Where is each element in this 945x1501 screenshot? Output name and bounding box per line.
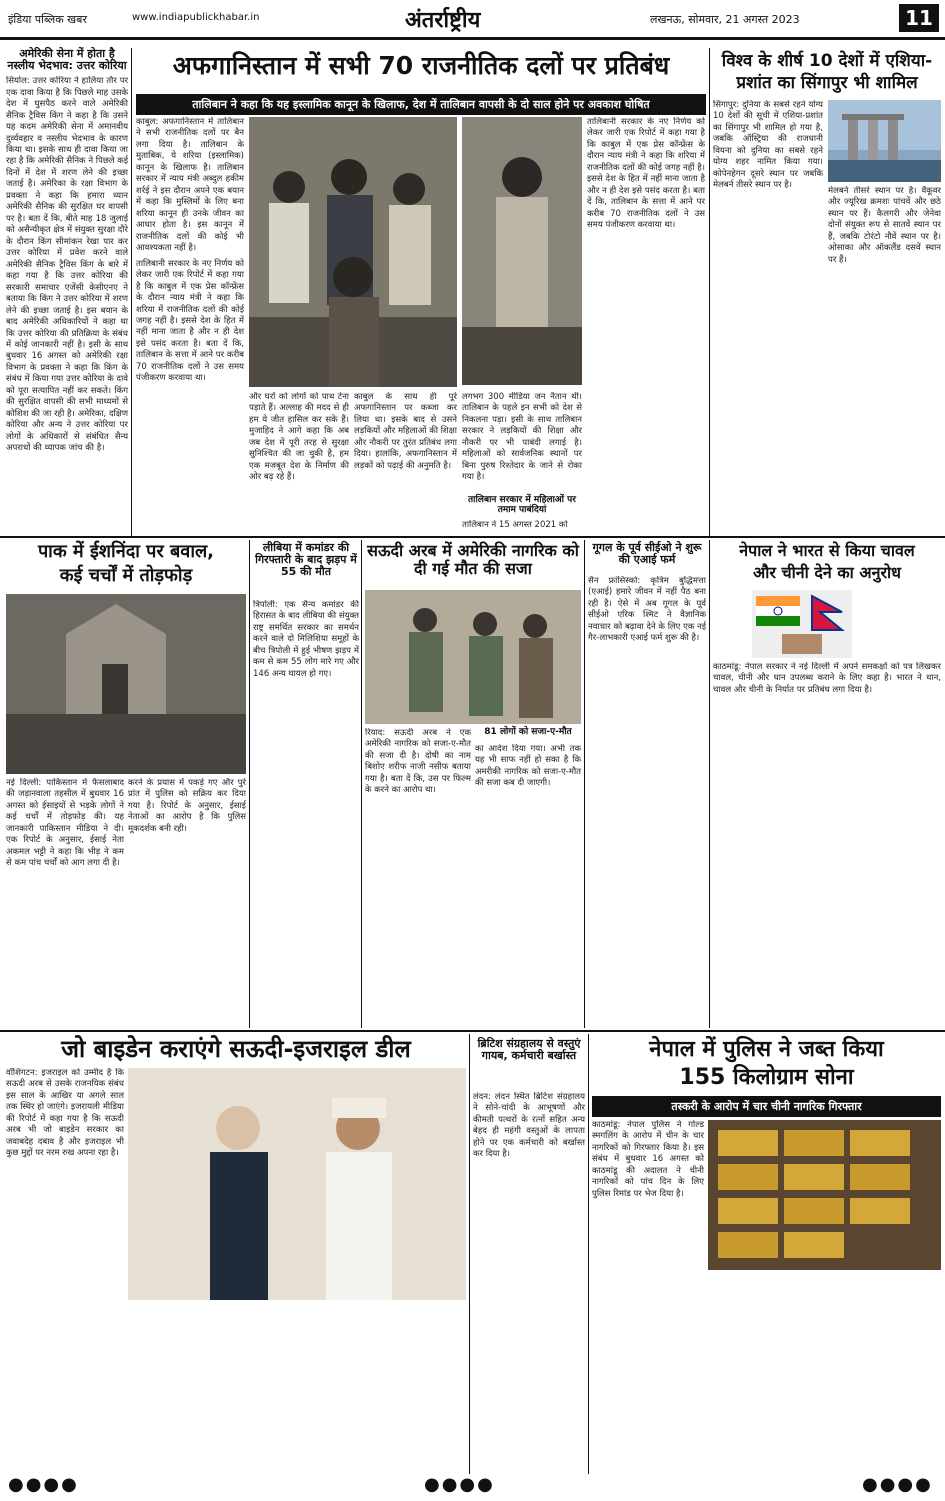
afghan-body-col4: लगभग 300 मीडिया जन नैतान थी। तालिबान के पहले इन सभी को देश से निकलना पड़ा। इसी के साथ तालिबान सरकार ने लड़कियों की शिक्षा और नौकरी पर भी पाबंदी लगाई है। महिलाओं को सार्वजनिक स्थानों पर बिना पुरुष रिश्तेदार के जाने से रोका गया है। — [462, 392, 582, 483]
saudi-body-col1: रियाद: सऊदी अरब ने एक अमेरिकी नागरिक को सजा-ए-मौत की सजा दी है। दोषी का नाम बिशोए शरीफ नाजी नसीफ बताया गया है। बता दें कि, उस पर फिल्म के करने का आरोप था। — [365, 728, 471, 796]
afghan-body-col3: काबुल के साथ ही पूरे अफगानिस्तान पर कब्जा कर लिया था। इसके बाद से उसने लड़कियों और महिलाओं की शिक्षा और नौकरी पर तुरंत प्रतिबंध लगा दिया। हालांकि, अफगानिस्तान में लड़कों को पढ़ाई की अनुमति है। — [354, 392, 457, 471]
flags-photo — [752, 590, 852, 658]
page-number: 11 — [899, 4, 939, 32]
nepal-rice-headline-line2: और चीनी देने का अनुरोध — [753, 563, 901, 582]
nk-title-line2: नस्लीय भेदभाव: उत्तर कोरिया — [7, 59, 127, 73]
nk-body: सियोल: उत्तर कोरिया ने हालिया तौर पर एक दावा किया है कि पिछले माह उसके देश में घुसपैठ करने वाले अमेरिकी सैनिक ट्रैविस किंग ने कहा है कि उसने यह कदम अमेरिकी सेना में अमानवीय दुर्व्यवहार व नस्लीय भेदभाव के कारण किया था। इसके साथ ही दावा किया जा रहा है कि अमेरिकी सैनिक ने पिछले कई दिनों में देश में शरण लेने की इच्छा जताई है। अमेरिका के रक्षा विभाग के प्रवक्ता ने कहा कि हमारा ध्यान अमेरिकी सैनिक की सुरक्षित घर वापसी पर है। बता दें कि, बीते माह 18 जुलाई को असैन्यीकृत क्षेत्र में संयुक्त सुरक्षा दौरे के दौरान किंग सीमांकन रेखा पार कर उत्तर कोरिया में प्रवेश करने वाले अमेरिकी सैनिक ट्रैविस किंग के बारे में कहा गया है कि उत्तर कोरिया की सरकारी समाचार एजेंसी केसीएनए ने बताया कि किंग ने उत्तर कोरिया में शरण लेने की इच्छा जताई है। इस बयान के बाद अमेरिकी अधिकारियों ने कहा था कि उत्तर कोरिया की प्रतिक्रिया के संबंध में कोई जानकारी नहीं है। इसी के साथ बुधवार 16 अगस्त को अमेरिकी रक्षा विभाग के प्रवक्ता ने कहा कि किंग के संबंध में किया गया उत्तर कोरिया के दावे को पूरा सत्यापित नहीं कर सकते। किंग की सुरक्षित वापसी की सभी माध्यमों से कोशिश की जा रही है। अमेरिका, दक्षिण कोरिया और अन्य ने उत्तर कोरिया पर लोगों के अधिकारों से संबंधित सैन्य अपराधों की व्यापक जांच की है। — [6, 76, 128, 454]
footer-dots-left: ●●●● — [8, 1474, 79, 1495]
biden-mbs-photo — [128, 1068, 466, 1300]
saudi-body-col2: का आदेश दिया गया। अभी तक यह भी साफ नहीं हो सका है कि अमरीकी नागरिक को सजा-ए-मौत की सजा कब दी जाएगी। — [475, 744, 581, 789]
nepal-gold-body: काठमांडू: नेपाल पुलिस ने गोल्ड स्मगलिंग के आरोप में चीन के चार नागरिकों को गिरफ्तार किया है। इस संबंध में बुधवार 16 अगस्त को काठमांडू की अदालत ने चीनी नागरिकों को पांच दिन के लिए पुलिस रिमांड पर भेज दिया है। — [592, 1120, 704, 1199]
section-divider — [0, 1030, 945, 1032]
nepal-gold-headline-line1: नेपाल में पुलिस ने जब्त किया — [649, 1037, 884, 1062]
pak-body-col1: नई दिल्ली: पाकिस्तान में फैसलाबाद की जड़ानवाला तहसील में बुधवार 16 अगस्त को ईसाइयों से भड़के लोगों ने कई चर्चों में तोड़फोड़ की। यह जानकारी पाकिस्तान मीडिया ने दी। एक रिपोर्ट के अनुसार, ईसाई नेता अकमल भट्टी ने कहा कि भीड़ ने कम से कम पांच चर्चों को आग लगा दी है। — [6, 778, 124, 869]
biden-mbs-photo-art — [128, 1068, 466, 1300]
biden-headline: जो बाइडेन कराएंगे सऊदी-इजराइल डील — [61, 1035, 411, 1063]
afghan-body-col1 — [136, 117, 244, 532]
column-divider — [249, 540, 250, 1028]
asia-headline-line1: विश्व के शीर्ष 10 देशों में एशिया- — [721, 51, 933, 71]
gold-bars-photo-art — [708, 1120, 941, 1270]
nepal-gold-body-lower — [708, 1274, 941, 1468]
section-divider — [0, 536, 945, 538]
section-title: अंतर्राष्ट्रीय — [405, 8, 481, 33]
taliban-photo-2-art — [462, 117, 582, 385]
column-divider — [361, 540, 362, 1028]
biden-body-lower — [128, 1304, 466, 1468]
column-divider — [469, 1034, 470, 1474]
afghan-paragraph: काबुल: अफगानिस्तान में तालिबान ने सभी राजनीतिक दलों पर बैन लगा दिया है। तालिबान के मुताबिक, ये शरिया (इस्लामिक) कानून के खिलाफ है। तालिबान सरकार में न्याय मंत्री अब्दुल हकीम शर्रई ने इस दौरान अपने एक बयान में कहा कि मुस्लिमों के लिए बना शरिया कानून ही उनके जीवन का आधार होता है। इस कानून में राजनीतिक दलों की कोई भी आवश्यकता नहीं है। — [136, 117, 244, 254]
afghan-body-col2: और घरों को लोगों को पाथ टेना पड़ाते हैं। अल्लाह की मदद से ही हम ये जीत हासिल कर सके हैं। मुजाहिद ने आगे कहा कि अब जब देश में पूरी तरह से सुरक्षा सुनिश्चित की जा चुकी है, हम एक मजबूत देश के निर्माण की ओर बढ़ रहे हैं। — [249, 392, 349, 483]
nk-title-line1: अमेरिकी सेना में होता है — [19, 47, 115, 60]
afghan-last-line: तालिबान ने 15 अगस्त 2021 को — [462, 520, 568, 530]
column-divider — [584, 540, 585, 1028]
google-body: सैन फ्रांसिस्को: कृत्रिम बुद्धिमत्ता (एआई) हमारे जीवन में नहीं पैठ बना रही है। ऐसे में अब गूगल के पूर्व सीईओ एरिक श्मिट ने वैज्ञानिक नवाचार को बढ़ावा देने के लिए एक नई गैर-लाभकारी एआई फर्म शुरू की है। — [588, 576, 706, 644]
singapore-photo-art — [828, 100, 941, 182]
nepal-rice-headline-line1: नेपाल ने भारत से किया चावल — [739, 541, 915, 560]
dateline: लखनऊ, सोमवार, 21 अगस्त 2023 — [650, 13, 800, 26]
biden-body: वॉशिंगटन: इजराइल को उम्मीद है कि सऊदी अरब से उसके राजनयिक संबंध इस साल के आखिर या अगले साल तक स्थिर हो जाएंगे। इजरायली मीडिया की रिपोर्ट में कहा गया है कि सऊदी अरब भी जो बाइडेन सरकार का जवाबदेह दबाव है और इजराइल भी कुछ मुद्दों पर नरम रुख अपना रहा है। — [6, 1068, 124, 1159]
masthead — [0, 0, 945, 40]
column-divider — [709, 540, 710, 1028]
flags-icon — [752, 590, 852, 658]
column-divider — [131, 48, 132, 536]
saudi-headline: सऊदी अरब में अमेरिकी नागरिक को दी गई मौत की सजा — [367, 541, 579, 578]
saudi-police-photo-art — [365, 590, 581, 724]
nepal-gold-subhead: तस्करी के आरोप में चार चीनी नागरिक गिरफ्तार — [592, 1096, 941, 1117]
paper-name: इंडिया पब्लिक खबर — [8, 13, 87, 26]
afghan-caption: तालिबान सरकार में महिलाओं पर तमाम पाबंदियां — [468, 495, 576, 515]
pak-body-col2: करने के प्रयास में पकड़े गए और पुरे प्रांत में पुलिस को सक्रिय कर दिया गया है। रिपोर्ट के अनुसार, ईसाई नेताओं का आरोप है कि पुलिस मूकदर्शक बनी रही। — [128, 778, 246, 834]
nepal-rice-body: काठमांडू: नेपाल सरकार ने नई दिल्ली में अपने समकक्षों को पत्र लिखकर चावल, चीनी और धान उपलब्ध कराने के लिए कहा है। भारत ने धान, चावल और चीनी के निर्यात पर प्रतिबंध लगा दिया है। — [713, 662, 941, 695]
footer-dots-center: ●●●● — [424, 1474, 495, 1495]
nepal-gold-headline-line2: 155 किलोग्राम सोना — [679, 1065, 854, 1090]
afghan-body-col5: तालिबानी सरकार के नए निर्णय को लेकर जारी एक रिपोर्ट में कहा गया है कि काबुल में एक प्रेस कॉन्फ्रेंस के दौरान न्याय मंत्री ने कहा कि शरिया में राजनीतिक दलों की कोई जगह नहीं है। इससे देश के हित में नहीं माना जाता है और न ही देश इसे पसंद करता है। बता दें कि, तालिबान के सत्ता में आने पर करीब 70 राजनीतिक दलों ने उस समय पंजीकरण करवाया था। — [587, 117, 705, 231]
afghan-headline: अफगानिस्तान में सभी 70 राजनीतिक दलों पर प्रतिबंध — [172, 51, 670, 80]
church-photo — [6, 594, 246, 774]
gold-bars-photo — [708, 1120, 941, 1270]
asia-headline-line2: प्रशांत का सिंगापुर भी शामिल — [736, 73, 918, 93]
afghan-subhead: तालिबान ने कहा कि यह इस्लामिक कानून के खिलाफ, देश में तालिबान वापसी के दो साल होने पर अवकाश घोषित — [136, 94, 706, 115]
asia-body-col2: मेलबर्न तीसरे स्थान पर है। वैंकूवर और ज्यूरिख क्रमशः पांचवें और छठे स्थान पर हैं। कैलगरी और जेनेवा दोनों संयुक्त रूप से सातवें स्थान पर हैं, जबकि टोरंटो नौवें स्थान पर है। ओसाका और ऑकलैंड दसवें स्थान पर हैं। — [828, 186, 941, 265]
column-divider — [588, 1034, 589, 1474]
libya-headline: लीबिया में कमांडर की गिरफ्तारी के बाद झड़प में 55 की मौत — [255, 541, 357, 579]
singapore-photo — [828, 100, 941, 182]
pak-headline-line1: पाक में ईशनिंदा पर बवाल, — [37, 541, 215, 562]
saudi-police-photo — [365, 590, 581, 724]
taliban-photo-2 — [462, 117, 582, 385]
nepal-rice-body-lead — [713, 590, 749, 660]
taliban-photo-art — [249, 117, 457, 387]
site-url[interactable]: www.indiapublickhabar.in — [132, 12, 260, 23]
libya-body: त्रिपोली: एक सैन्य कमांडर की हिरासत के बाद लीबिया की संयुक्त राष्ट्र समर्थित सरकार का समर्थन करने वाले दो मिलिशिया समूहों के बीच त्रिपोली में हुई भीषण झड़प में कम से कम 55 लोग मारे गए और 146 अन्य घायल हो गए। — [253, 600, 359, 679]
google-headline: गूगल के पूर्व सीईओ ने शुरू की एआई फर्म — [592, 541, 702, 567]
taliban-photo — [249, 117, 457, 387]
asia-body-col1: सिंगापुर: दुनिया के सबसे रहने योग्य 10 देशों की सूची में एशिया-प्रशांत का सिंगापुर भी शामिल हो गया है, जबकि ऑस्ट्रिया की राजधानी वियना को दुनिया का सबसे रहने योग्य शहर नामित किया गया। कोपेनहेगन दूसरे स्थान पर जबकि मेलबर्न तीसरे स्थान पर है। — [713, 100, 823, 191]
saudi-subhead: 81 लोगों को सजा-ए-मौत — [484, 727, 572, 737]
article-north-korea — [6, 48, 128, 533]
museum-body: लंदन: लंदन स्थित ब्रिटिश संग्रहालय ने सोने-चांदी के आभूषणों और कीमती पत्थरों के रत्नों सहित अन्य बेहद ही महंगी वस्तुओं के लापता होने पर एक कर्मचारी को बर्खास्त कर दिया है। — [473, 1092, 585, 1160]
footer-dots-right: ●●●● — [862, 1474, 933, 1495]
afghan-paragraph: तालिबानी सरकार के नए निर्णय को लेकर जारी एक रिपोर्ट में कहा गया है कि काबुल में एक प्रेस कॉन्फ्रेंस के दौरान न्याय मंत्री ने कहा कि शरिया में राजनीतिक दलों की कोई जगह नहीं है। इससे देश के हित में नहीं माना जाता है और न ही देश इसे पसंद करता है। बता दें कि, तालिबान के सत्ता में आने पर करीब 70 राजनीतिक दलों ने उस समय पंजीकरण करवाया था। — [136, 258, 244, 384]
column-divider — [709, 48, 710, 536]
museum-headline: ब्रिटिश संग्रहालय से वस्तुएं गायब, कर्मचारी बर्खास्त — [477, 1037, 581, 1063]
pak-headline-line2: कई चर्चों में तोड़फोड़ — [59, 565, 193, 586]
church-photo-art — [6, 594, 246, 774]
